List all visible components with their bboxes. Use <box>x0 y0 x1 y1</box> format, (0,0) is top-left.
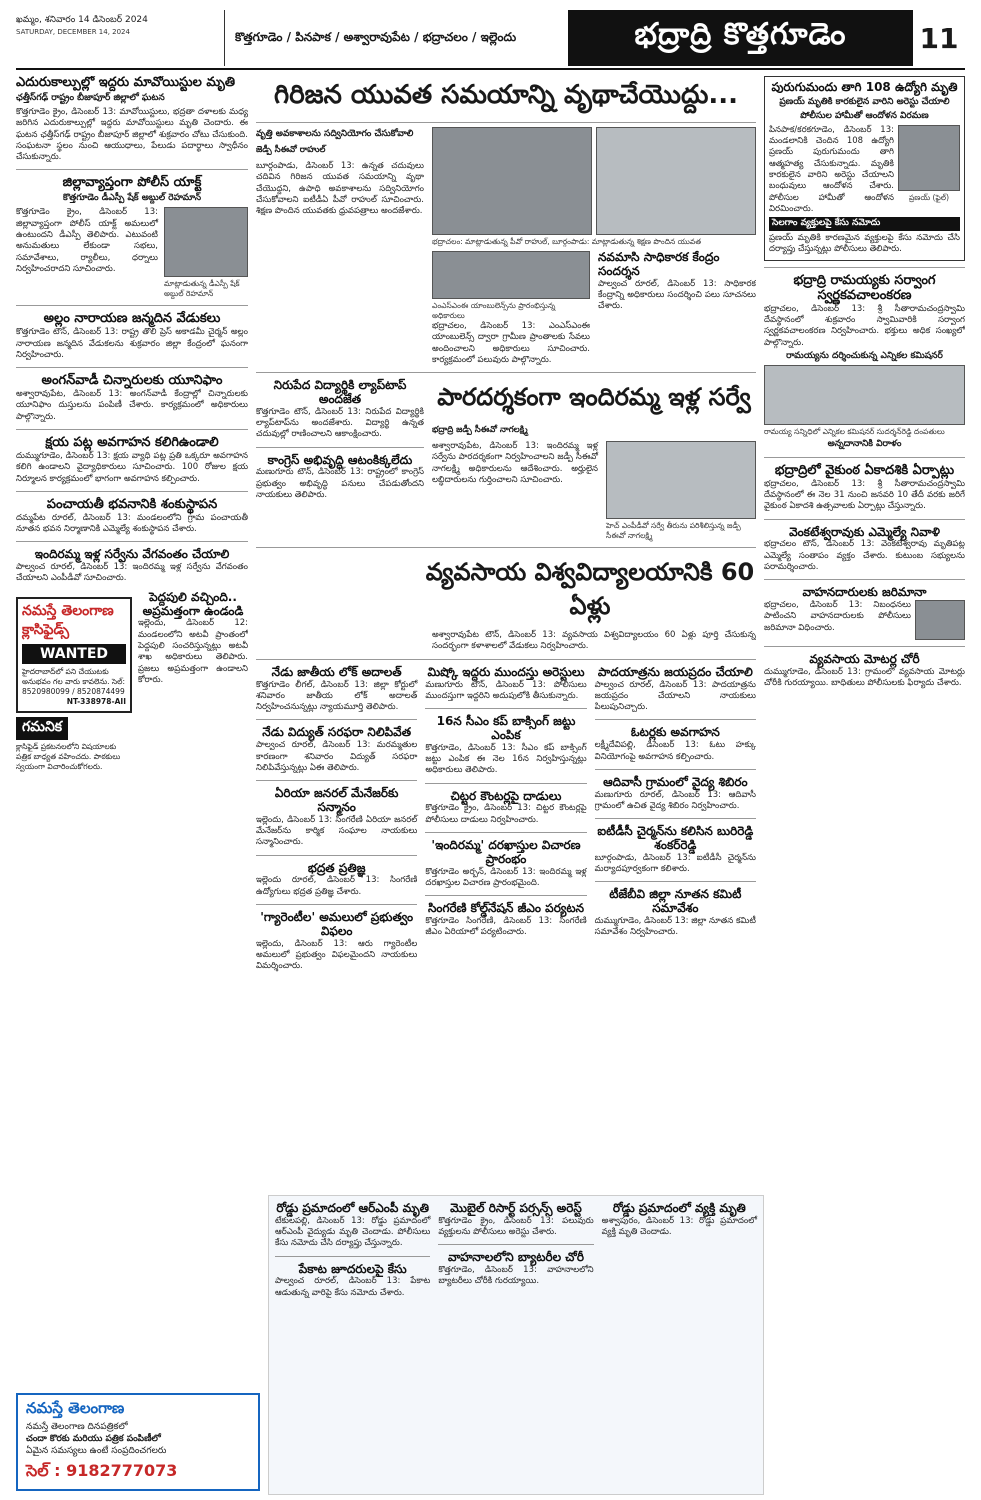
divider <box>595 769 756 770</box>
headline: ఓటర్లకు అవగాహన <box>630 725 720 740</box>
brief-grid <box>256 666 756 973</box>
divider <box>256 719 417 720</box>
story-body: ఇల్లెందు, డిసెంబర్ 12: మండలంలోని అటవీ ప్రాంతంలో పెద్దపులి సంచరిస్తున్నట్లు అటవీ శాఖ అధికారులు తెలిపారు. ప్రజలు అప్రమత్తంగా ఉండాలని కోరారు. <box>138 618 248 685</box>
photo-caption: రామయ్య సన్నిధిలో ఎన్నికల కమిషనర్ సుదర్శన్‌రెడ్డి దంపతులు <box>764 426 945 436</box>
headline: నేడు విద్యుత్ సరఫరా నిలిపివేత <box>262 725 412 740</box>
lead-headline: గిరిజన యువత సమయాన్ని వృథాచేయొద్దు... <box>256 76 756 123</box>
story-panchayat <box>16 498 248 536</box>
crime-briefs <box>268 1195 764 1495</box>
story-body: కొత్తగూడెం అర్బన్, డిసెంబర్ 13: ఇందిరమ్మ ఇళ్ల దరఖాస్తుల విచారణ ప్రారంభమైంది. <box>425 866 587 888</box>
story-body: పాల్వంచ రూరల్, డిసెంబర్ 13: పేకాట ఆడుతున్న వారిపై కేసు నమోదు చేశారు. <box>275 1276 431 1298</box>
divider <box>256 855 417 856</box>
divider <box>16 367 248 368</box>
divider <box>764 579 965 580</box>
divider <box>764 646 965 647</box>
story-body: పాల్వంచ రూరల్, డిసెంబర్ 13: సాధికారక కేంద్రాన్ని అధికారులు సందర్శించి పలు సూచనలు చేశారు. <box>598 278 756 312</box>
headline: నవమాసి సాధికారక కేంద్రం సందర్శన <box>598 250 720 278</box>
commissioner-photo <box>764 365 965 425</box>
subheadline: పోలీసుల హామీతో ఆందోళన విరమణ <box>800 110 929 121</box>
story-body: కొత్తగూడెం, డిసెంబర్ 13: వాహనాలలోని బ్యాటరీలు చోరీకి గురయ్యాయి. <box>438 1265 594 1287</box>
headline: వెంకటేశ్వరావుకు ఎమ్మెల్యే నివాళి <box>789 524 940 539</box>
training-photo <box>596 127 756 235</box>
divider <box>595 719 756 720</box>
headline: సింగరేణి కోల్డ్‌నేషన్ జీఎం పర్యటన <box>427 901 585 916</box>
page-number: 11 <box>919 21 959 55</box>
headline: భద్రాద్రి రామయ్యకు సర్వాంగ స్వర్ణకవచాలంకరణ <box>793 272 936 303</box>
story-body: పాల్వంచ రూరల్, డిసెంబర్ 13: ఇందిరమ్మ ఇళ్ల సర్వేను వేగవంతం చేయాలని ఎంపీడీవో సూచించారు. <box>16 562 248 584</box>
story-body: కొత్తగూడెం సింగరేణి, డిసెంబర్ 13: సింగరేణి జీఎం ఏరియాలో పర్యటించారు. <box>425 916 587 938</box>
story-body: ఇల్లెందు రూరల్, డిసెంబర్ 13: సింగరేణి ఉద్యోగులు భద్రత ప్రతిజ్ఞ చేశారు. <box>256 875 418 897</box>
divider <box>256 447 424 448</box>
headline: ఇందిరమ్మ ఇళ్ల సర్వేను వేగవంతం చేయాలి <box>34 547 230 562</box>
headline: అంగన్‌వాడీ చిన్నారులకు యూనిఫాం <box>41 373 223 389</box>
story-body: దుమ్ముగూడెం, డిసెంబర్ 13: జిల్లా నూతన కమిటీ సమావేశం నిర్వహించారు. <box>594 916 756 938</box>
story-body: కొత్తగూడెం టౌన్, డిసెంబర్ 13: నిరుపేద విద్యార్థికి ల్యాప్‌టాప్‌ను అందజేశారు. విద్యార్థి ఉన్నత చదువుల్లో రాణించాలని ఆకాంక్షించారు. <box>256 406 424 440</box>
story-maoists <box>16 76 248 163</box>
subheadline: కొత్తగూడెం డీఎస్పీ షేక్ అబ్దుల్ రెహమాన్ <box>62 193 202 204</box>
story-108-employee <box>764 76 965 261</box>
headline: చిట్టర కౌంటర్లపై దాడులు <box>450 788 562 803</box>
divider <box>764 457 965 458</box>
date-telugu: ఖమ్మం, శనివారం 14 డిసెంబర్ 2024 <box>16 15 148 25</box>
divider <box>425 895 586 896</box>
divider <box>275 1256 430 1257</box>
headline: క్షయ పట్ల అవగాహన కలిగిఉండాలి <box>45 435 219 451</box>
story-body: దుమ్ముగూడెం, డిసెంబర్ 13: క్షయ వ్యాధి పట్ల ప్రతి ఒక్కరూ అవగాహన కలిగి ఉండాలని వైద్యాధికారులు సూచించారు. 100 రోజుల క్షయ నిర్మూలన కార్యక్రమంలో భాగంగా అవగాహన కల్పించారు. <box>16 450 248 484</box>
divider <box>256 372 756 373</box>
headline: పంచాయతీ భవనానికి శంకుస్థాపన <box>46 496 218 512</box>
divider <box>16 541 248 542</box>
headline-agri-university: వ్యవసాయ విశ్వవిద్యాలయానికి 60 ఏళ్లు <box>425 558 755 621</box>
story-body: ప్రణయ్ మృతికి కారణమైన వ్యక్తులపై కేసు నమోదు చేసి దర్యాప్తు చేస్తున్నట్లు పోలీసులు తెలిపారు. <box>769 233 960 255</box>
ad-line: నమస్తే తెలంగాణ దినపత్రికలో <box>26 1422 128 1432</box>
divider <box>256 904 417 905</box>
headline: పేకాట జూదరులపై కేసు <box>298 1261 407 1276</box>
story-police-act <box>16 176 248 299</box>
headline: జిల్లావ్యాప్తంగా పోలీస్ యాక్ట్ <box>62 175 202 191</box>
headline: ఎదురుకాల్పుల్లో ఇద్దరు మావోయిస్టుల మృతి <box>16 76 236 90</box>
story-tb <box>16 436 248 485</box>
story-body: భద్రాచలం, డిసెంబర్ 13: ఎంఎస్ఎంఈ యాంబులెన్స్ ద్వారా గ్రామీణ ప్రాంతాలకు సేవలు అందించాలని అధికారులు సూచించారు. కార్యక్రమంలో పలువురు పాల్గొన్నారు. <box>432 321 590 365</box>
police-photo <box>915 600 965 640</box>
story-body: మణుగూరు టౌన్, డిసెంబర్ 13: రాష్ట్రంలో కాంగ్రెస్ ప్రభుత్వం అభివృద్ధి పనులు చేపడుతోందని నాయకులు తెలిపారు. <box>256 467 424 501</box>
ambulance-photo <box>432 251 590 299</box>
right-column <box>764 76 965 1406</box>
center-column <box>256 76 756 1186</box>
divider <box>256 659 756 660</box>
headline: 'ఇందిరమ్మ' దరఖాస్తుల విచారణ ప్రారంభం <box>431 838 581 866</box>
divider <box>425 832 586 833</box>
story-motor-theft <box>764 653 965 689</box>
story-body: దుమ్ముగూడెం, డిసెంబర్ 13: గ్రామంలో వ్యవసాయ మోటర్లు చోరీకి గురయ్యాయి. బాధితులు పోలీసులకు ఫిర్యాదు చేశారు. <box>764 666 965 689</box>
subheadline: సెలగాం వ్యక్తులపై కేసు నమోదు <box>769 217 960 231</box>
story-body: భద్రాచలం, డిసెంబర్ 13: నిబంధనలు పాటించని వాహనదారులకు పోలీసులు జరిమానా విధించారు. <box>764 600 911 633</box>
meeting-photo <box>432 127 592 235</box>
story-body: కొత్తగూడెం క్రైం, డిసెంబర్ 13: చిట్టర కౌంటర్లపై పోలీసులు దాడులు నిర్వహించారు. <box>425 803 587 825</box>
headline: పాదయాత్రను జయప్రదం చేయాలి <box>597 664 753 679</box>
divider <box>595 818 756 819</box>
story-body: అశ్వారావుపేట, డిసెంబర్ 13: అంగన్‌వాడీ కేంద్రాల్లో చిన్నారులకు యూనిఫాం దుస్తులను పంపిణీ చేశారు. కార్యక్రమంలో అధికారులు పాల్గొన్నారు. <box>16 389 248 422</box>
story-body: ఇల్లెందు, డిసెంబర్ 13: ఆరు గ్యారెంటీల అమలులో ప్రభుత్వం విఫలమైందని నాయకులు విమర్శించారు. <box>256 938 418 972</box>
subheadline: రామయ్యను దర్శించుకున్న ఎన్నికల కమిషనర్ <box>786 350 943 361</box>
ad-line: ఏమైన సమస్యలు ఉంటే సంప్రదించగలరు <box>26 1446 167 1456</box>
photo-caption: ఎంఎస్ఎంఈ యాంబులెన్స్‌ను ప్రారంభిస్తున్న అధికారులు <box>432 301 556 320</box>
headline: పెద్దపులి వచ్చింది.. అప్రమత్తంగా ఉండండి <box>142 589 244 618</box>
headline: నిరుపేద విద్యార్థికి ల్యాప్‌టాప్ అందజేత <box>273 378 407 406</box>
story-body: భద్రాచలం టౌన్, డిసెంబర్ 13: వెంకటేశ్వరావు మృతిపట్ల ఎమ్మెల్యే సంతాపం వ్యక్తం చేశారు. కుటుంబ సభ్యులను పరామర్శించారు. <box>764 539 965 573</box>
photo-caption: ప్రణయ్ (ఫైల్) <box>908 192 950 202</box>
ad-line: చందా కొరకు మరియు పత్రిక పంపిణీలో <box>26 1434 161 1444</box>
story-indiramma-survey <box>16 548 248 584</box>
subheadline: అన్నదానానికి విరాళం <box>827 438 902 449</box>
ad-code: NT-338978-AII <box>66 696 126 706</box>
ad-phone: సెల్ : 9182777073 <box>26 1461 178 1480</box>
story-body: బూర్గంపాడు, డిసెంబర్ 13: ఐటీడీసీ చైర్మన్‌ను మర్యాదపూర్వకంగా కలిశారు. <box>594 852 756 875</box>
story-body: టేకులపల్లి, డిసెంబర్ 13: రోడ్డు ప్రమాదంలో ఆర్ఎంపీ వైద్యుడు మృతి చెందాడు. పోలీసులు కేసు నమోదు చేసి దర్యాప్తు చేస్తున్నారు. <box>275 1215 431 1249</box>
headline: వాహనాలలోని బ్యాటరీల చోరీ <box>448 1250 584 1265</box>
story-body: భద్రాచలం, డిసెంబర్ 13: శ్రీ సీతారామచంద్రస్వామి దేవస్థానంలో శుక్రవారం స్వామివారికి సర్వాంగ స్వర్ణకవచాలంకరణ నిర్వహించారు. భక్తులు అధిక సంఖ్యలో పాల్గొన్నారు. <box>764 303 965 348</box>
headline: టీజేబీవి జిల్లా నూతన కమిటీ సమావేశం <box>609 887 742 916</box>
survey-photo <box>606 441 756 519</box>
story-body: లక్ష్మీదేవిపల్లి, డిసెంబర్ 13: ఓటు హక్కు వినియోగంపై అవగాహన కల్పించారు. <box>594 740 756 762</box>
victim-photo <box>898 125 960 191</box>
byline: జెడ్పీ సీఈవో రాహుల్ <box>256 145 326 155</box>
headline: రోడ్డు ప్రమాదంలో వ్యక్తి మృతి <box>612 1201 746 1215</box>
headline: ఆదివాసీ గ్రామంలో వైద్య శిబిరం <box>603 774 748 789</box>
headline: అల్లం నారాయణ జన్మదిన వేడుకలు <box>43 311 221 327</box>
date-english: SATURDAY, DECEMBER 14, 2024 <box>16 28 130 36</box>
subscription-ad <box>16 1393 260 1491</box>
headline: నేడు జాతీయ లోక్ అదాలత్ <box>271 664 402 679</box>
story-body: మణుగూరు టౌన్, డిసెంబర్ 13: పోలీసులు ముందస్తుగా ఇద్దరిని అదుపులోకి తీసుకున్నారు. <box>425 679 587 701</box>
headline: వాహనదారులకు జరిమానా <box>802 585 927 600</box>
story-body: కొత్తగూడెం, డిసెంబర్ 13: సీఎం కప్ బాక్సింగ్ జట్టు ఎంపిక ఈ నెల 16న నిర్వహిస్తున్నట్లు అధికారులు తెలిపారు. <box>425 742 587 776</box>
headline-indiramma: పారదర్శకంగా ఇందిరమ్మ ఇళ్ల సర్వే <box>437 383 751 412</box>
subheadline: ఛత్తీస్‌గఢ్ రాష్ట్రం బీజాపూర్ జిల్లాలో ఘటన <box>16 92 165 103</box>
divider <box>16 491 248 492</box>
ad-logo: నమస్తే తెలంగాణ క్లాసిఫైడ్స్ <box>22 602 114 638</box>
divider <box>425 708 586 709</box>
notice-label: గమనిక <box>16 717 68 740</box>
story-body: కొత్తగూడెం లీగల్, డిసెంబర్ 13: జిల్లా కోర్టులో శనివారం జాతీయ లోక్ అదాలత్ నిర్వహించనున్నట్లు న్యాయమూర్తి తెలిపారు. <box>256 679 418 713</box>
story-body: అశ్వాపురం, డిసెంబర్ 13: రోడ్డు ప్రమాదంలో వ్యక్తి మృతి చెందాడు. <box>601 1215 757 1238</box>
story-body: బూర్గంపాడు, డిసెంబర్ 13: ఉన్నత చదువులు చదివిన గిరిజన యువత సమయాన్ని వృథా చేయొద్దని, ఉపాధి అవకాశాలను సద్వినియోగం చేసుకోవాలని ఐటీడీఏ పీవో రాహుల్ సూచించారు. శిక్షణ పొందిన యువతకు ధ్రువపత్రాలు అందజేశారు. <box>256 161 424 217</box>
story-body: మణుగూరు రూరల్, డిసెంబర్ 13: ఆదివాసీ గ్రామంలో ఉచిత వైద్య శిబిరం నిర్వహించారు. <box>594 789 756 811</box>
story-fines <box>764 586 965 640</box>
headline: రోడ్డు ప్రమాదంలో ఆర్ఎంపీ మృతి <box>276 1201 429 1215</box>
story-allam <box>16 312 248 361</box>
headline: పురుగుమందు తాగి 108 ఉద్యోగి మృతి <box>771 80 958 94</box>
divider <box>764 267 965 268</box>
subheadline: వృత్తి అవకాశాలను సద్వినియోగం చేసుకోవాలి <box>256 129 414 139</box>
story-body: కొత్తగూడెం క్రైం, డిసెంబర్ 13: మావోయిస్టులు, భద్రతా దళాలకు మధ్య జరిగిన ఎదురుకాల్పుల్లో ఇద్దరు మావోయిస్టులు మృతి చెందారు. ఈ ఘటన ఛత్తీస్‌గఢ్ రాష్ట్రం బీజాపూర్ జిల్లాలో శుక్రవారం చోటు చేసుకుంది. సంఘటనా స్థలం నుంచి ఆయుధాలు, పేలుడు పదార్థాలు స్వాధీనం చేసుకున్నారు. <box>16 106 248 163</box>
story-vaikunta <box>764 464 965 513</box>
byline: భద్రాద్రి జడ్పీ సీఈవో నాగలక్ష్మి <box>432 425 528 436</box>
notice-text: క్లాసిఫైడ్ ప్రకటనలలోని విషయాలకు పత్రిక బాధ్యత వహించదు. పాఠకులు స్వయంగా విచారించుకోగలరు. <box>16 741 121 771</box>
story-body: భద్రాచలం, డిసెంబర్ 13: శ్రీ సీతారామచంద్రస్వామి దేవస్థానంలో ఈ నెల 31 నుంచి జనవరి 10 తేదీ వరకు జరిగే వైకుంఠ ఏకాదశి ఉత్సవాలకు ఏర్పాట్లు చేస్తున్నారు. <box>764 478 965 512</box>
masthead-rule <box>16 68 965 70</box>
story-golden-armour <box>764 274 965 451</box>
left-column <box>16 76 248 1386</box>
story-body: ఇల్లెందు, డిసెంబర్ 13: సింగరేణి ఏరియా జనరల్ మేనేజర్‌ను కార్మిక సంఘాల నాయకులు సన్మానించారు. <box>256 814 418 848</box>
masthead-date <box>16 10 224 66</box>
page-title: భద్రాద్రి కొత్తగూడెం <box>568 10 913 66</box>
story-body: కొత్తగూడెం క్రైం, డిసెంబర్ 13: జిల్లావ్యాప్తంగా పోలీస్ యాక్ట్ అమలులో ఉంటుందని డీఎస్పీ తెలిపారు. ఎటువంటి అనుమతులు లేకుండా సభలు, సమావేశాలు, ర్యాలీలు, ధర్నాలు నిర్వహించరాదని సూచించారు. <box>16 207 158 274</box>
divider <box>256 547 756 548</box>
story-body: పాల్వంచ రూరల్, డిసెంబర్ 13: మరమ్మతుల కారణంగా శనివారం విద్యుత్ సరఫరా నిలిపివేస్తున్నట్లు ఏఈ తెలిపారు. <box>256 740 418 773</box>
photo-caption: హెచ్ ఎంపీడీవో సర్వే తీరును పరిశీలిస్తున్న జడ్పీ సీఈవో నాగలక్ష్మి <box>606 521 741 541</box>
divider <box>425 783 586 784</box>
wanted-label: WANTED <box>22 644 126 664</box>
divider <box>16 429 248 430</box>
story-anganwadi <box>16 374 248 423</box>
story-body: దమ్మపేట రూరల్, డిసెంబర్ 13: మండలంలోని గ్రామ పంచాయతీ నూతన భవన నిర్మాణానికి ఎమ్మెల్యే శంకుస్థాపన చేశారు. <box>16 512 248 535</box>
masthead-places: కొత్తగూడెం / పినపాక / అశ్వారావుపేట / భద్రాచలం / ఇల్లెందు <box>224 10 554 66</box>
story-body: కొత్తగూడెం టౌన్, డిసెంబర్ 13: రాష్ట్ర తొలి ప్రెస్ అకాడమీ చైర్మన్ అల్లం నారాయణ జన్మదిన వేడుకలను శుక్రవారం జిల్లా కేంద్రంలో ఘనంగా నిర్వహించారు. <box>16 327 248 360</box>
divider <box>438 1244 593 1245</box>
headline: ఏరియా జనరల్ మేనేజర్‌కు సన్మానం <box>274 786 399 814</box>
story-body: అశ్వారావుపేట టౌన్, డిసెంబర్ 13: వ్యవసాయ విశ్వవిద్యాలయం 60 ఏళ్లు పూర్తి చేసుకున్న సందర్భంగా కళాశాలలో వేడుకలు నిర్వహించారు. <box>432 630 756 652</box>
story-body: కొత్తగూడెం క్రైం, డిసెంబర్ 13: పలువురు వ్యక్తులను పోలీసులు అరెస్టు చేశారు. <box>438 1215 594 1238</box>
story-body: పాల్వంచ రూరల్, డిసెంబర్ 13: పాదయాత్రను జయప్రదం చేయాలని నాయకులు పిలుపునిచ్చారు. <box>594 679 756 713</box>
ad-text: హైదరాబాద్‌లో పని చేయుటకు అనుభవం గల వారు కావలెను. సెల్: 8520980099 / 8520874499 <box>22 666 126 696</box>
divider <box>16 169 248 170</box>
ad-logo: నమస్తే తెలంగాణ <box>26 1399 125 1417</box>
headline: ఐటీడీసీ చైర్మన్‌ను కలిసిన బురిరెడ్డి శంకర్‌రెడ్డి <box>597 824 754 853</box>
headline: భద్రాద్రిలో వైకుంఠ ఏకాదశికి ఏర్పాట్లు <box>774 462 955 478</box>
headline: 16న సీఎం కప్ బాక్సింగ్ జట్టు ఎంపిక <box>436 714 576 742</box>
headline: కాంగ్రెస్ అభివృద్ధి ఆటంకిక్కలేదు <box>267 452 413 467</box>
story-body: అశ్వారావుపేట, డిసెంబర్ 13: ఇందిరమ్మ ఇళ్ల సర్వేను పారదర్శకంగా నిర్వహించాలని జడ్పీ సీఈవో నాగలక్ష్మి అధికారులను ఆదేశించారు. అర్హులైన లబ్ధిదారులను గుర్తించాలని సూచించారు. <box>432 441 598 486</box>
headline: భద్రత ప్రతిజ్ఞ <box>307 860 366 875</box>
divider <box>764 519 965 520</box>
photo-caption: మాట్లాడుతున్న డీఎస్పీ షేక్ అబ్దుల్ రెహమాన్ <box>164 279 240 299</box>
divider <box>595 881 756 882</box>
headline: మొబైల్ రిసార్ట్ పర్సన్స్ అరెస్ట్ <box>450 1201 582 1215</box>
classified-ad <box>16 597 132 713</box>
divider <box>16 305 248 306</box>
story-body: పినపాక/కరకగూడెం, డిసెంబర్ 13: మండలానికి చెందిన 108 ఉద్యోగి ప్రణయ్ పురుగుమందు తాగి ఆత్మహత్య చేసుకున్నాడు. మృతికి కారకులైన వారిని అరెస్టు చేయాలని బంధువులు ఆందోళన చేశారు. పోలీసుల హామీతో ఆందోళన విరమించారు. <box>769 124 894 214</box>
headline: వ్యవసాయ మోటర్ల చోరీ <box>809 652 920 667</box>
dsp-photo <box>164 207 248 277</box>
divider <box>256 780 417 781</box>
masthead <box>16 10 965 66</box>
story-tribute <box>764 526 965 574</box>
photo-caption: భద్రాచలం: మాట్లాడుతున్న పీవో రాహుల్, బూర్గంపాడు: మాట్లాడుతున్న శిక్షణ పొందిన యువత <box>432 237 702 246</box>
headline: మిష్కో ఇద్దరు ముందస్తు అరెస్టులు <box>427 664 585 679</box>
headline: 'గ్యారెంటీల' అమలులో ప్రభుత్వం విఫలం <box>260 910 414 938</box>
subheadline: ప్రణయ్ మృతికి కారకులైన వారిని అరెస్టు చేయాలి <box>779 96 950 107</box>
